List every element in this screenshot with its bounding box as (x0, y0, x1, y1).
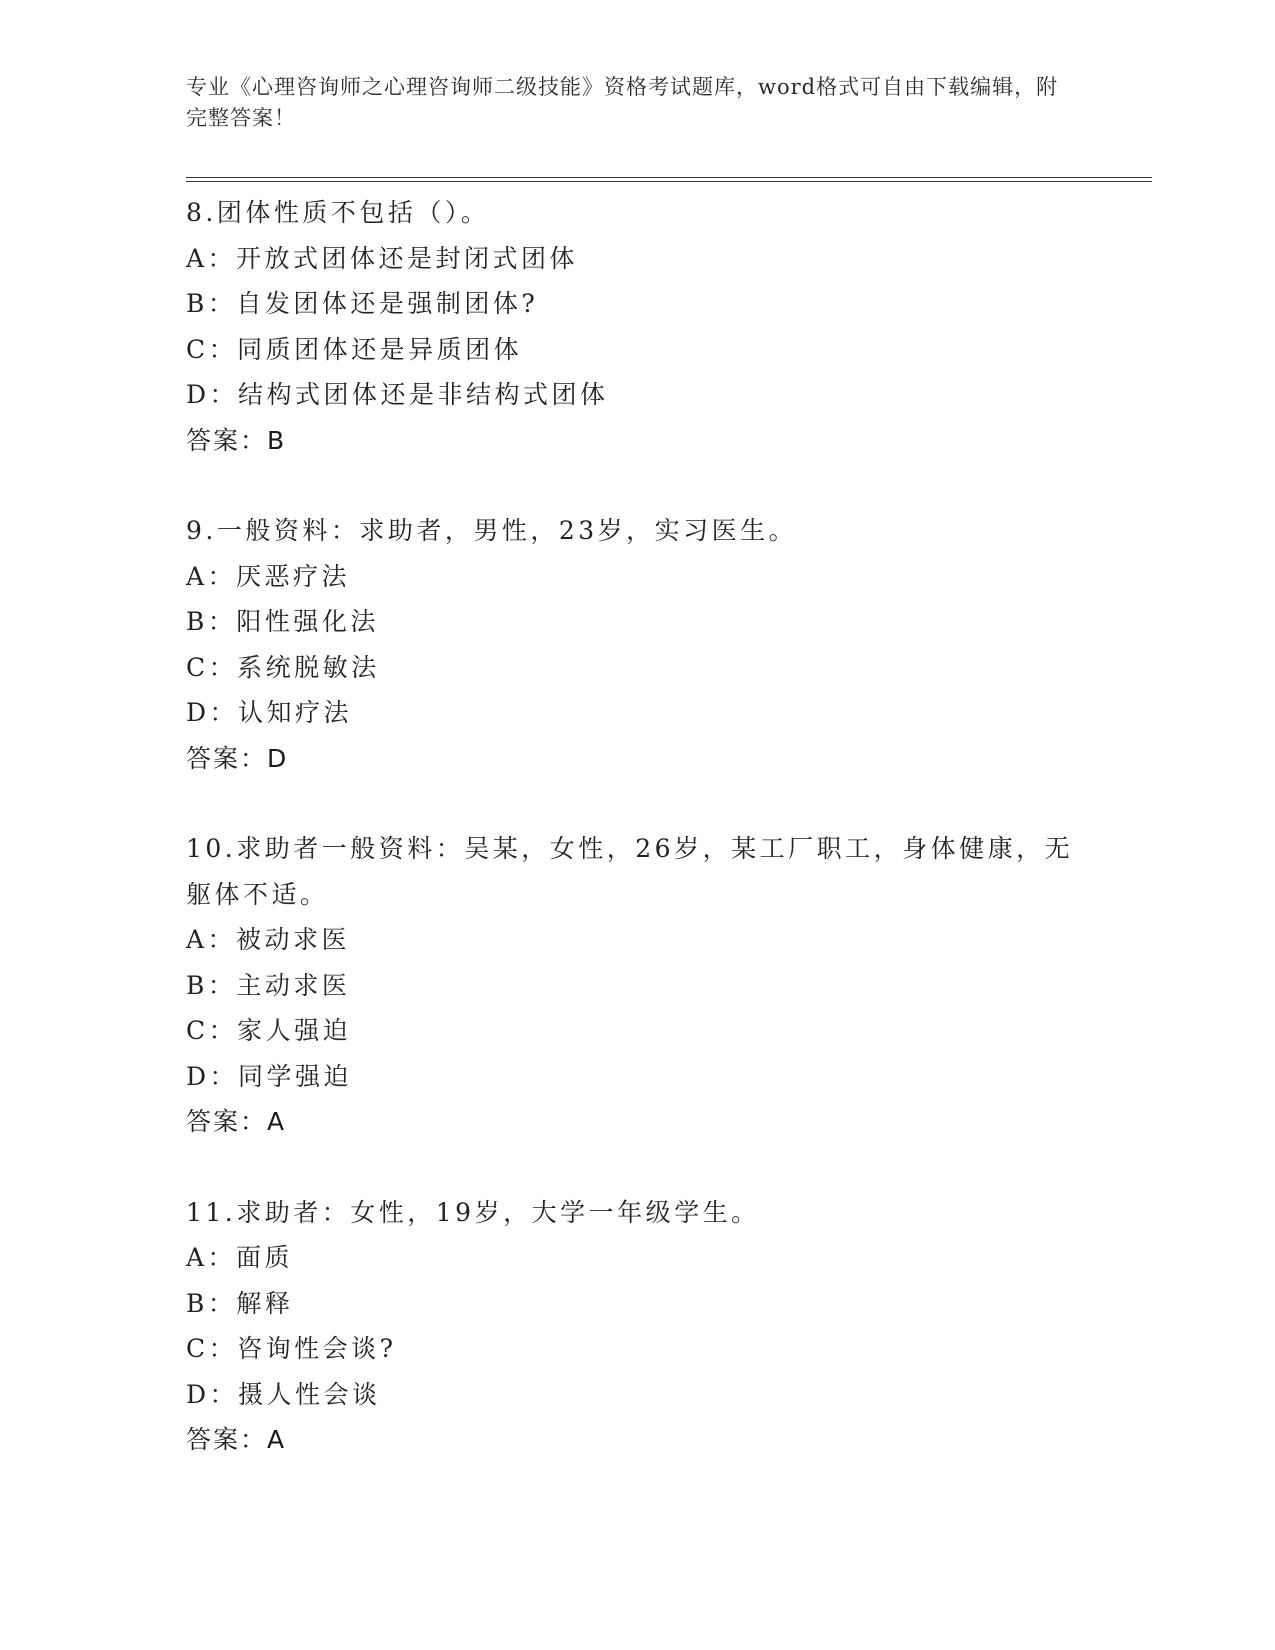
option-a: A：厌恶疗法 (186, 561, 351, 591)
option-b: B：自发团体还是强制团体? (186, 289, 539, 318)
option-c: C：家人强迫 (186, 1016, 352, 1045)
question-spacer (186, 781, 1086, 826)
option-c: C：同质团体还是异质团体 (186, 334, 523, 364)
option-a: A：开放式团体还是封闭式团体 (186, 243, 579, 273)
question-spacer (186, 1145, 1086, 1190)
answer: 答案：D (186, 743, 289, 773)
option-b: B：主动求医 (186, 970, 351, 1000)
question-10 (186, 826, 1086, 1145)
question-8 (186, 190, 1086, 463)
option-a: A：被动求医 (186, 925, 351, 954)
question-stem: 9.一般资料：求助者，男性，23岁，实习医生。 (186, 516, 798, 545)
answer: 答案：A (186, 1107, 287, 1136)
option-d: D：结构式团体还是非结构式团体 (186, 380, 609, 409)
question-stem: 11.求助者：女性，19岁，大学一年级学生。 (186, 1197, 760, 1227)
question-stem: 10.求助者一般资料：吴某，女性，26岁，某工厂职工，身体健康，无躯体不适。 (186, 834, 1074, 909)
option-c: C：系统脱敏法 (186, 652, 380, 682)
option-c: C：咨询性会谈? (186, 1334, 397, 1363)
option-b: B：解释 (186, 1288, 294, 1318)
question-list (186, 190, 1086, 1463)
question-11 (186, 1190, 1086, 1463)
option-d: D：认知疗法 (186, 698, 353, 727)
answer: 答案：B (186, 425, 287, 455)
option-d: D：同学强迫 (186, 1061, 353, 1091)
option-a: A：面质 (186, 1243, 294, 1272)
option-b: B：阳性强化法 (186, 607, 379, 636)
header-divider-top (186, 177, 1152, 178)
answer: 答案：A (186, 1425, 287, 1454)
question-spacer (186, 463, 1086, 508)
question-9 (186, 508, 1086, 781)
option-d: D：摄人性会谈 (186, 1379, 381, 1409)
question-stem: 8.团体性质不包括（）。 (186, 198, 490, 227)
document-header: 专业《心理咨询师之心理咨询师二级技能》资格考试题库，word格式可自由下载编辑，附完整答案！ (186, 75, 1059, 130)
header-divider-bottom (186, 181, 1152, 182)
